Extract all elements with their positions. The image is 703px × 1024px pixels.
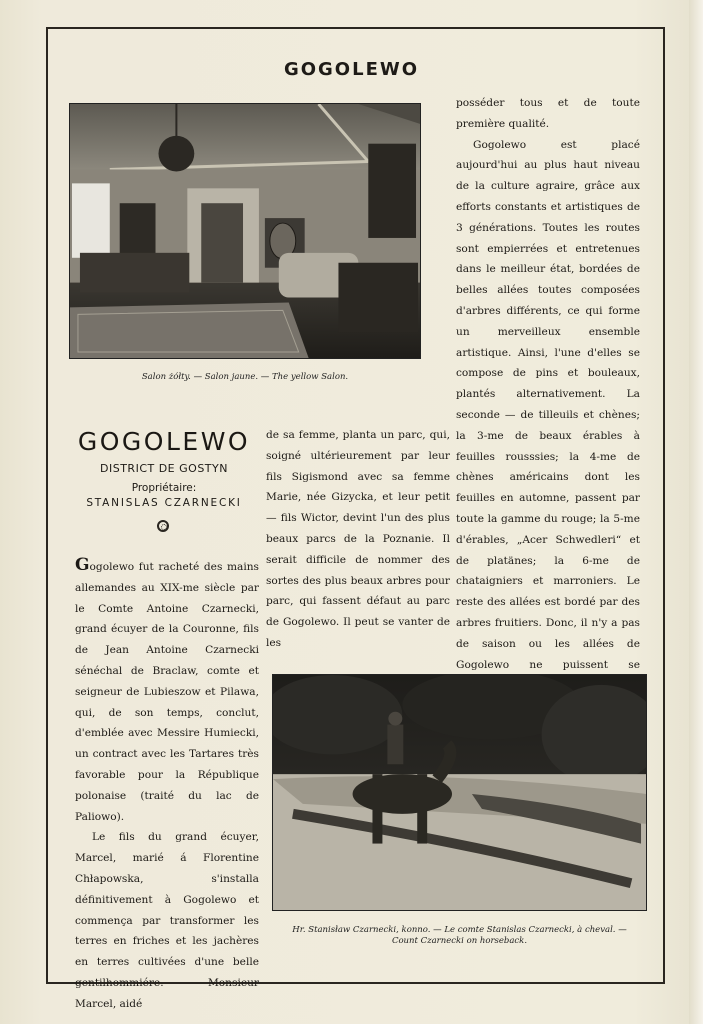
caption-yellow-salon: Salon żółty. — Salon jaune. — The yellow Salon. bbox=[141, 372, 349, 382]
column-right bbox=[456, 93, 640, 717]
brand-owner-name: STANISLAS CZARNECKI bbox=[86, 497, 242, 509]
left-paragraph-1 bbox=[75, 557, 259, 827]
brand-district: DISTRICT DE GOSTYN bbox=[100, 462, 228, 475]
page-header-title: GOGOLEWO bbox=[283, 59, 420, 80]
photo-count-on-horseback bbox=[272, 674, 647, 911]
dropcap-letter: G bbox=[75, 555, 90, 575]
salon-interior-illustration bbox=[70, 104, 420, 358]
brand-title: GOGOLEWO bbox=[77, 427, 251, 456]
caption-line-1: Hr. Stanisław Czarnecki, konno. — Le comte Stanislas Czarnecki, à cheval. — bbox=[292, 925, 627, 935]
caption-line-2: Count Czarnecki on horseback. bbox=[391, 936, 528, 947]
column-left bbox=[75, 557, 259, 1015]
right-paragraph-1: posséder tous et de toute première qualité. bbox=[456, 97, 640, 130]
column-middle bbox=[266, 425, 450, 654]
caption-count-horseback bbox=[272, 925, 647, 948]
right-paragraph-2: Gogolewo est placé aujourd'hui au plus haut niveau de la culture agraire, grâce aux efforts constants et artistiques de 3 générations. Toutes les routes sont empierrées et entretenues dans le meilleur état, bordées de belles allées toutes composées d'arbres différents, ce qui forme un merveilleux ensemble artistique. Ainsi, l'une d'elles se compose de pins et bouleaux, plantés alternativement. La seconde — de tilleuils et chènes; la 3-me de beaux érables à feuilles rousssies; la 4-me de chènes américains dont les feuilles en automne, passent par toute la gamme du rouge; la 5-me d'érables, „Acer Schwedleri“ et de platänes; la 6-me de chataigniers et marroniers. Le reste des allées est bordé par des arbres fruitiers. Donc, il n'y a pas de saison ou les allées de Gogolewo ne puissent se bbox=[456, 138, 640, 671]
left-paragraph-2: Le fils du grand écuyer, Marcel, marié á Florentine Chłapowska, s'installa définitivement à Gogolewo et commença par transformer les terres en friches et les jachères en terres cultivées d'une belle gentilhommiére. Monsieur Marcel, aidé bbox=[75, 831, 259, 1010]
brand-owner-label: Propriétaire: bbox=[131, 482, 197, 494]
horseback-illustration bbox=[273, 675, 646, 910]
left-paragraph-1-text: ogolewo fut racheté des mains allemandes au XIX-me siècle par le Comte Antoine Czarnecki, grand écuyer de la Couronne, fils de Jean Antoine Czarnecki sénéchal de Braclaw, comte et seigneur de Lubieszow et Pilawa, qui, de son temps, conclut, d'emblée avec Messire Humiecki, un contract avec les Tartares très favorable pour la République polonaise (traité du lac de Paliowo). bbox=[75, 561, 259, 823]
ornament-icon bbox=[157, 520, 169, 532]
paper-edge bbox=[689, 0, 703, 1024]
middle-paragraph-1: de sa femme, planta un parc, qui, soigné ultérieurement par leur fils Sigismond avec sa femme Marie, née Gizycka, et leur petit — fils Wictor, devint l'un des plus beaux parcs de la Poznanie. Il serait difficile de nommer des sortes des plus beaux arbres pour parc, qui fassent défaut au parc de Gogolewo. Il peut se vanter de les bbox=[266, 429, 450, 649]
photo-yellow-salon bbox=[69, 103, 421, 359]
